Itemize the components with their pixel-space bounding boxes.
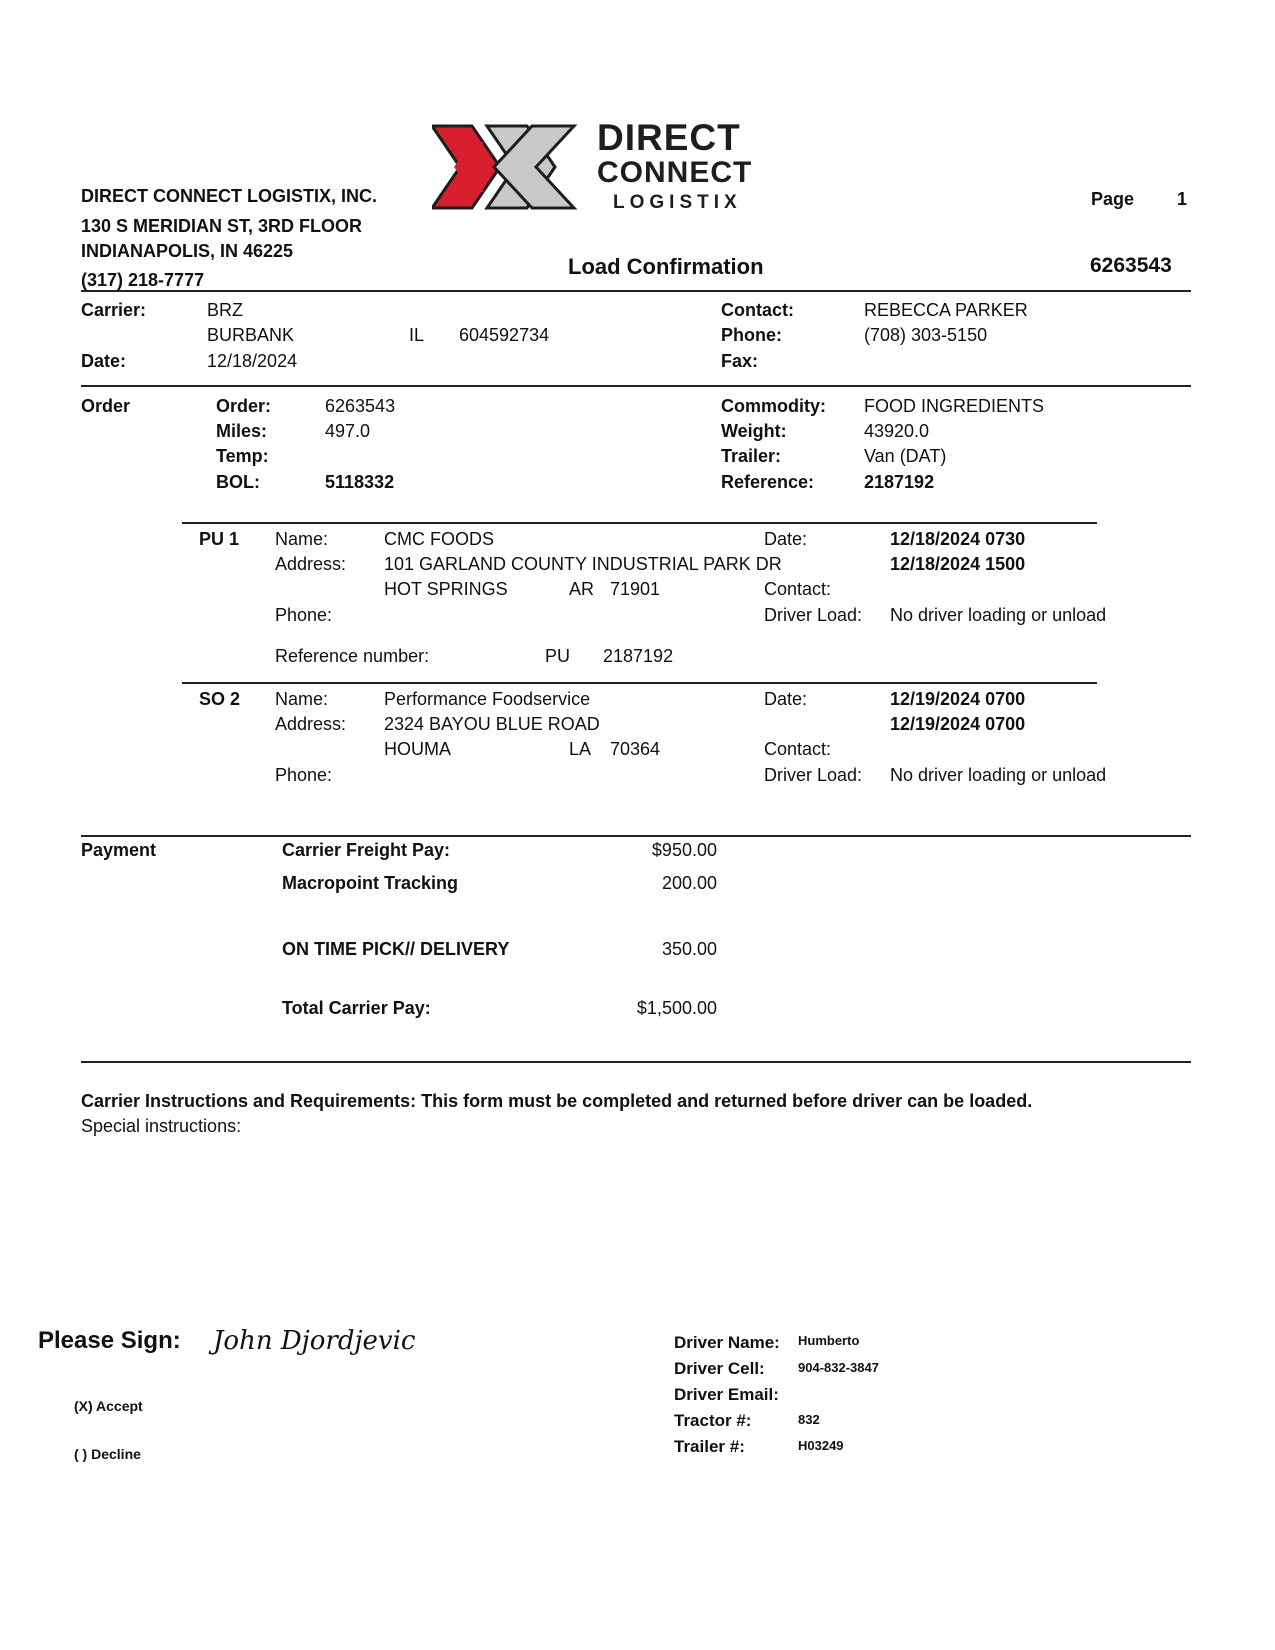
special-instructions-label: Special instructions: bbox=[81, 1116, 242, 1136]
stop-driver-load-label: Driver Load: bbox=[764, 765, 863, 785]
stop-date-end: 12/19/2024 0700 bbox=[890, 714, 1026, 734]
stop-date-label: Date: bbox=[764, 529, 808, 549]
document-title: Load Confirmation bbox=[568, 254, 764, 279]
driver-cell-label: Driver Cell: bbox=[674, 1359, 765, 1378]
payment-section-label: Payment bbox=[81, 840, 157, 860]
carrier-name: BRZ bbox=[207, 300, 243, 320]
carrier-id: 604592734 bbox=[459, 325, 550, 345]
accept-option[interactable]: (X) Accept bbox=[74, 1398, 143, 1414]
stop-tag: SO 2 bbox=[199, 689, 241, 709]
stop-reference-value: 2187192 bbox=[603, 646, 674, 666]
tractor-number: 832 bbox=[798, 1412, 820, 1427]
order-bol-label: BOL: bbox=[216, 472, 260, 492]
carrier-state: IL bbox=[409, 325, 425, 345]
please-sign-label: Please Sign: bbox=[38, 1327, 181, 1354]
stop-driver-load: No driver loading or unload bbox=[890, 605, 1107, 625]
driver-name: Humberto bbox=[798, 1333, 860, 1348]
payment-item-amount: 350.00 bbox=[661, 939, 717, 959]
commodity: FOOD INGREDIENTS bbox=[864, 396, 1045, 416]
carrier-label: Carrier: bbox=[81, 300, 147, 320]
signature: John Djordjevic bbox=[213, 1326, 416, 1356]
stop-reference-label: Reference number: bbox=[275, 646, 430, 666]
commodity-label: Commodity: bbox=[721, 396, 826, 416]
stop-tag: PU 1 bbox=[199, 529, 240, 549]
stop-zip: 70364 bbox=[610, 739, 661, 759]
order-number-label: Order: bbox=[216, 396, 272, 416]
stop-city: HOUMA bbox=[384, 739, 451, 759]
stop-city: HOT SPRINGS bbox=[384, 579, 508, 599]
logo-text-connect: CONNECT bbox=[597, 156, 753, 189]
document-number: 6263543 bbox=[1090, 254, 1172, 277]
stop-address: 2324 BAYOU BLUE ROAD bbox=[384, 714, 600, 734]
reference-label: Reference: bbox=[721, 472, 815, 492]
divider bbox=[81, 835, 1191, 837]
stop-phone-label: Phone: bbox=[275, 605, 333, 625]
trailer-type-label: Trailer: bbox=[721, 446, 782, 466]
logo-text-direct: DIRECT bbox=[597, 117, 741, 158]
weight: 43920.0 bbox=[864, 421, 930, 441]
contact-label: Contact: bbox=[721, 300, 794, 320]
carrier-city: BURBANK bbox=[207, 325, 295, 345]
order-number: 6263543 bbox=[325, 396, 396, 416]
tractor-label: Tractor #: bbox=[674, 1411, 752, 1430]
carrier-date-label: Date: bbox=[81, 351, 127, 371]
driver-name-label: Driver Name: bbox=[674, 1333, 780, 1352]
payment-item-amount: 200.00 bbox=[661, 873, 717, 893]
page-label: Page bbox=[1091, 189, 1135, 209]
stop-address-label: Address: bbox=[275, 554, 347, 574]
decline-option[interactable]: ( ) Decline bbox=[74, 1446, 141, 1462]
stop-state: AR bbox=[569, 579, 595, 599]
trailer-number: H03249 bbox=[798, 1438, 844, 1453]
trailer-label: Trailer #: bbox=[674, 1437, 745, 1456]
logo-x-mark bbox=[432, 122, 592, 212]
order-miles-label: Miles: bbox=[216, 421, 268, 441]
page-number: 1 bbox=[1177, 189, 1188, 209]
payment-total: $1,500.00 bbox=[636, 998, 717, 1018]
divider bbox=[81, 1061, 1191, 1063]
stop-contact-label: Contact: bbox=[764, 579, 832, 599]
order-miles: 497.0 bbox=[325, 421, 371, 441]
driver-email-label: Driver Email: bbox=[674, 1385, 779, 1404]
company-phone: (317) 218-7777 bbox=[81, 270, 205, 290]
stop-name-label: Name: bbox=[275, 689, 329, 709]
company-address-line1: 130 S MERIDIAN ST, 3RD FLOOR bbox=[81, 216, 363, 236]
order-temp-label: Temp: bbox=[216, 446, 269, 466]
contact-phone-label: Phone: bbox=[721, 325, 782, 345]
instructions-heading: Carrier Instructions and Requirements: This form must be completed and returned before driver can be loaded. bbox=[81, 1091, 1033, 1111]
trailer-type: Van (DAT) bbox=[864, 446, 947, 466]
stop-divider bbox=[182, 682, 1097, 684]
stop-state: LA bbox=[569, 739, 592, 759]
company-address-line2: INDIANAPOLIS, IN 46225 bbox=[81, 241, 294, 261]
reference: 2187192 bbox=[864, 472, 935, 492]
company-name: DIRECT CONNECT LOGISTIX, INC. bbox=[81, 186, 378, 206]
payment-item-amount: $950.00 bbox=[651, 840, 717, 860]
divider bbox=[81, 290, 1191, 292]
stop-name: Performance Foodservice bbox=[384, 689, 591, 709]
carrier-date: 12/18/2024 bbox=[207, 351, 298, 371]
stop-driver-load-label: Driver Load: bbox=[764, 605, 863, 625]
payment-item-label: Carrier Freight Pay: bbox=[282, 840, 451, 860]
stop-date-start: 12/18/2024 0730 bbox=[890, 529, 1026, 549]
stop-name-label: Name: bbox=[275, 529, 329, 549]
contact-name: REBECCA PARKER bbox=[864, 300, 1028, 320]
divider bbox=[81, 385, 1191, 387]
stop-phone-label: Phone: bbox=[275, 765, 333, 785]
stop-address-label: Address: bbox=[275, 714, 347, 734]
stop-name: CMC FOODS bbox=[384, 529, 494, 549]
stop-date-start: 12/19/2024 0700 bbox=[890, 689, 1026, 709]
stop-divider bbox=[182, 522, 1097, 524]
driver-cell: 904-832-3847 bbox=[798, 1360, 879, 1375]
payment-item-label: ON TIME PICK// DELIVERY bbox=[282, 939, 510, 959]
payment-total-label: Total Carrier Pay: bbox=[282, 998, 431, 1018]
payment-item-label: Macropoint Tracking bbox=[282, 873, 459, 893]
stop-date-end: 12/18/2024 1500 bbox=[890, 554, 1026, 574]
stop-address: 101 GARLAND COUNTY INDUSTRIAL PARK DR bbox=[384, 554, 782, 574]
stop-driver-load: No driver loading or unload bbox=[890, 765, 1107, 785]
order-section-label: Order bbox=[81, 396, 131, 416]
weight-label: Weight: bbox=[721, 421, 787, 441]
stop-date-label: Date: bbox=[764, 689, 808, 709]
order-bol: 5118332 bbox=[325, 472, 395, 492]
logo-text-logistix: LOGISTIX bbox=[613, 192, 742, 213]
stop-contact-label: Contact: bbox=[764, 739, 832, 759]
contact-phone: (708) 303-5150 bbox=[864, 325, 988, 345]
contact-fax-label: Fax: bbox=[721, 351, 759, 371]
stop-reference-type: PU bbox=[545, 646, 571, 666]
stop-zip: 71901 bbox=[610, 579, 661, 599]
